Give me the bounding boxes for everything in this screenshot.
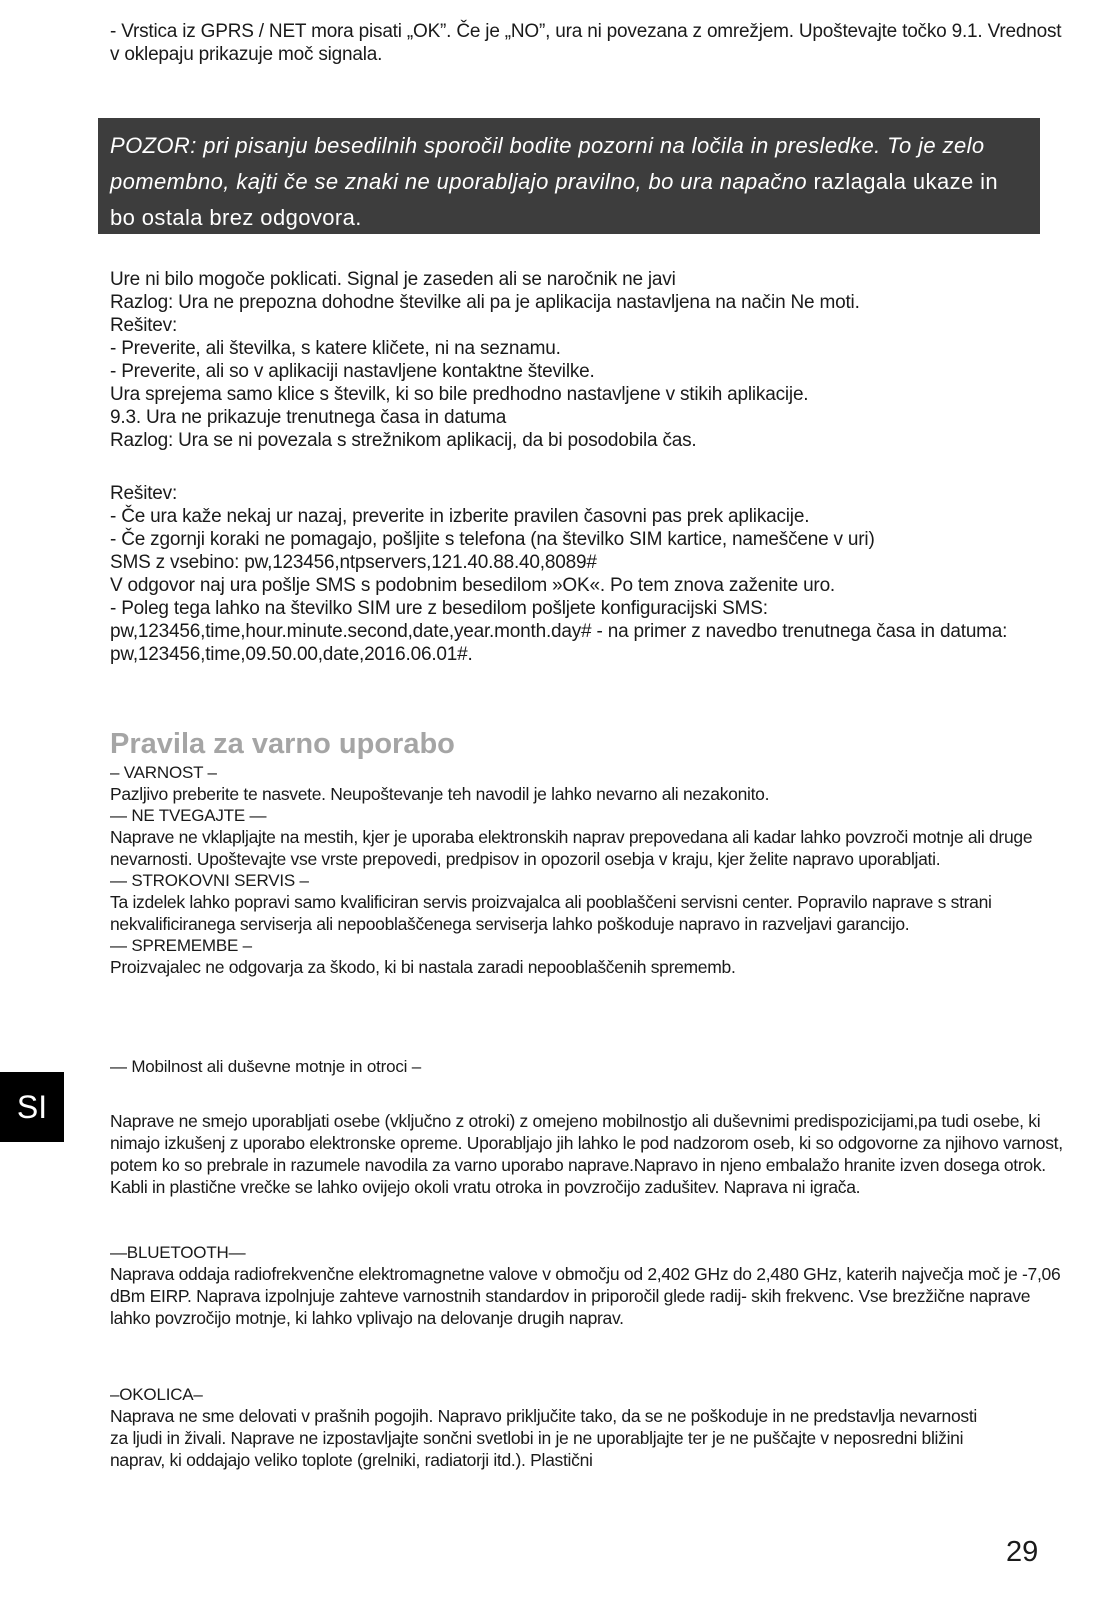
safety-mobility-head (110, 1056, 1065, 1077)
safety-text: Naprave ne vklapljajte na mestih, kjer je uporaba elektronskih naprav prepovedana ali kadar lahko povzroči motnje ali druge nevarnosti. Upoštevajte vse vrste prepovedi, predpisov in opozoril osebja v kraju, kjer želite napravo uporabljati. (110, 827, 1033, 869)
safety-text: Pazljivo preberite te nasvete. Neupoštevanje teh navodil je lahko nevarno ali nezakonito. (110, 784, 770, 804)
issue-title-9-3: 9.3. Ura ne prikazuje trenutnega časa in datuma (110, 407, 507, 428)
page-number: 29 (1006, 1536, 1039, 1568)
issue-title: Ure ni bilo mogoče poklicati. Signal je zaseden ali se naročnik ne javi (110, 269, 676, 290)
solution-note: Ura sprejema samo klice s številk, ki so bile predhodno nastavljene v stikih aplikacije. (110, 384, 809, 405)
safety-subheading: —BLUETOOTH— (110, 1243, 246, 1262)
safety-rules-a (110, 762, 1065, 978)
warning-box (98, 118, 1040, 234)
solution-step: - Preverite, ali številka, s katere kličete, ni na seznamu. (110, 338, 561, 359)
solution-step: - Če zgornji koraki ne pomagajo, pošljite s telefona (na številko SIM kartice, nameščene v uri) (110, 529, 875, 550)
safety-subheading: – VARNOST – (110, 763, 217, 782)
solution-step: - Preverite, ali so v aplikaciji nastavljene kontaktne številke. (110, 361, 595, 382)
safety-text: Naprava oddaja radiofrekvenčne elektromagnetne valove v območju od 2,402 GHz do 2,480 GHz, katerih največja moč je -7,06 dBm EIRP. Naprava izpolnjuje zahteve varnostnih standardov in priporočil glede radij- skih frekvenc. Vse brezžične naprave lahko povzročijo motnje, ki lahko vplivajo na delovanje drugih naprav. (110, 1264, 1061, 1328)
solution-label: Rešitev: (110, 483, 178, 504)
safety-heading: Pravila za varno uporabo (110, 728, 455, 760)
sms-reply-note: V odgovor naj ura pošlje SMS s podobnim besedilom »OK«. Po tem znova zaženite uro. (110, 575, 836, 596)
issue-reason: Razlog: Ura ne prepozna dohodne številke ali pa je aplikacija nastavljena na način Ne moti. (110, 292, 860, 313)
solution-label: Rešitev: (110, 315, 178, 336)
safety-text: Ta izdelek lahko popravi samo kvalificiran servis proizvajalca ali pooblaščeni servisni center. Popravilo naprave s strani nekvalificiranega serviserja ali nepooblaščenega serviserja lahko poškoduje napravo in razveljavi garancijo. (110, 892, 992, 934)
issue-reason-9-3: Razlog: Ura se ni povezala s strežnikom aplikacij, da bi posodobila čas. (110, 430, 697, 451)
safety-text: Naprave ne smejo uporabljati osebe (vključno z otroki) z omejeno mobilnostjo ali duševnimi predispozicijami,pa tudi osebe, ki nimajo izkušenj z uporabo elektronske opreme. Uporabljajo jih lahko le pod nadzorom oseb, ki so odgovorne za njihovo varnost, potem ko so prebrale in razumele navodila za varno uporabo naprave.Napravo in njeno embalažo hranite izven dosega otrok. Kabli in plastične vrečke se lahko ovijejo okoli vratu otroka in povzročijo zadušitev. Naprava ni igrača. (110, 1111, 1063, 1197)
language-tab: SI (0, 1072, 64, 1142)
gprs-note: - Vrstica iz GPRS / NET mora pisati „OK”. Če je „NO”, ura ni povezana z omrežjem. Upoštevajte točko 9.1. Vrednost v oklepaju prikazuje moč signala. (110, 21, 1062, 65)
safety-subheading: –OKOLICA– (110, 1385, 203, 1404)
safety-subheading: — NE TVEGAJTE — (110, 806, 267, 825)
safety-subheading: — SPREMEMBE – (110, 936, 252, 955)
config-sms-note: - Poleg tega lahko na številko SIM ure z besedilom pošljete konfiguracijski SMS: pw,123456,time,hour.minute.second,date,year.month.day# - na primer z navedbo trenutnega časa in datuma: pw,123456,time,09.50.00,date,2016.06.01#. (110, 598, 1008, 665)
time-fix-section (110, 482, 1065, 666)
safety-subheading: — Mobilnost ali duševne motnje in otroci – (110, 1057, 421, 1076)
safety-text: Proizvajalec ne odgovarja za škodo, ki bi nastala zaradi nepooblaščenih sprememb. (110, 957, 736, 977)
warning-text: POZOR: pri pisanju besedilnih sporočil bodite pozorni na ločila in presledke. To je zelo pomembno, kajti če se znaki ne uporabljajo pravilno, bo ura napačno (110, 133, 985, 194)
warning-text-end: razlagala ukaze in bo ostala brez odgovora. (110, 169, 999, 230)
safety-subheading: — STROKOVNI SERVIS – (110, 871, 309, 890)
safety-environment (110, 1384, 990, 1471)
call-issue-section (110, 268, 1065, 452)
solution-step: - Če ura kaže nekaj ur nazaj, preverite in izberite pravilen časovni pas prek aplikacije. (110, 506, 810, 527)
safety-text: Naprava ne sme delovati v prašnih pogojih. Napravo priključite tako, da se ne poškoduje in ne predstavlja nevarnosti za ljudi in živali. Naprave ne izpostavljajte sončni svetlobi in je ne uporabljajte ter je ne puščajte v neposredni bližini naprav, ki oddajajo veliko toplote (grelniki, radiatorji itd.). Plastični (110, 1406, 977, 1470)
safety-bluetooth (110, 1242, 1065, 1329)
sms-command: SMS z vsebino: pw,123456,ntpservers,121.40.88.40,8089# (110, 552, 597, 573)
intro-paragraph (110, 20, 1065, 66)
safety-mobility-body (110, 1110, 1085, 1198)
